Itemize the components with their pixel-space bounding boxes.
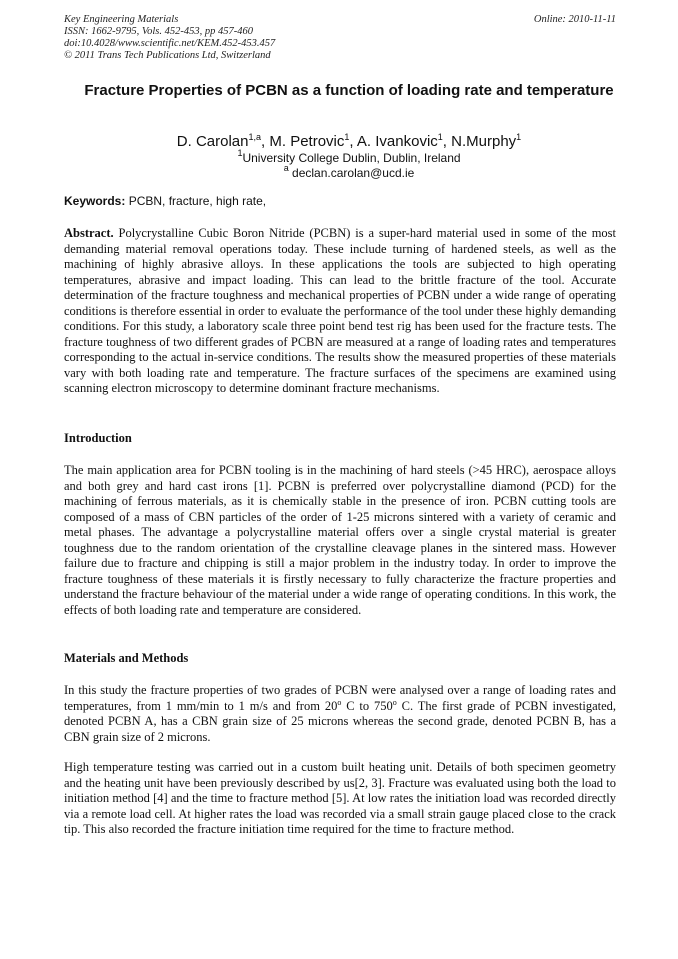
online-date: Online: 2010-11-11 bbox=[533, 14, 616, 25]
paper-title: Fracture Properties of PCBN as a function of loading rate and temperature bbox=[84, 82, 614, 99]
issn-line: ISSN: 1662-9795, Vols. 452-453, pp 457-460 bbox=[64, 26, 253, 37]
author-affil-mark: 1 bbox=[516, 132, 522, 142]
introduction-paragraph: The main application area for PCBN tooling is in the machining of hard steels (>45 HRC), aerospace alloys and both grey and hard cast irons [1]. PCBN is preferred over polycrystalline diamond (PCD) for the machining of ferrous materials, as it is chemically stable in the presence of iron. PCBN cutting tools are composed of a mass of CBN particles of the order of 1-25 microns sintered with a variety of ceramic and metal phases. The advantage a polycrystalline material offers over a single crystal material is greater toughness due to the random orientation of the crystalline cleavage planes in the sintered mass. However failure due to fracture and chipping is still a major problem in the industry today. In order to improve the fracture toughness of these materials it is firstly necessary to fully characterize the fracture properties and understand the fracture behaviour of the material under a wide range of operating conditions. In this work, the effects of both loading rate and temperature are considered. bbox=[64, 463, 616, 617]
keywords-text: PCBN, fracture, high rate, bbox=[128, 194, 267, 208]
abstract-label: Abstract. bbox=[64, 226, 114, 240]
affiliation: $^1$University College Dublin, Dublin, Ireland bbox=[237, 148, 461, 165]
methods-paragraph-2: High temperature testing was carried out in a custom built heating unit. Details of both specimen geometry and the heating unit have been previously described by us[2, 3]. Fracture was evaluated using both the load to initiation method [4] and the time to fracture method [5]. At low rates the initiation load was recorded directly via a remote load cell. At higher rates the load was recorded via a small strain gauge placed close to the crack tip. This also recorded the fracture initiation time required for the time to fracture method. bbox=[64, 760, 616, 836]
methods-paragraph-1: In this study the fracture properties of two grades of PCBN were analysed over a range of loading rates and temperatures, from 1 mm/min to 1 m/s and from 20$^o$ C to 750$^o$ C. The first grade of PCBN investigated, denoted PCBN A, has a CBN grain size of 25 microns whereas the second grade, denoted PCBN B, has a CBN grain size of 2 microns. bbox=[64, 683, 617, 744]
section-heading-introduction: Introduction bbox=[64, 431, 132, 445]
author-affil-mark: 1 bbox=[437, 132, 443, 142]
author-name: D. Carolan bbox=[176, 133, 249, 150]
section-heading-methods: Materials and Methods bbox=[64, 651, 189, 665]
author-name: M. Petrovic bbox=[269, 133, 345, 150]
author-affil-mark: 1,a bbox=[248, 132, 262, 142]
author-affil-mark: 1 bbox=[344, 132, 350, 142]
journal-name: Key Engineering Materials bbox=[64, 14, 179, 25]
author-name: A. Ivankovic bbox=[356, 133, 438, 150]
author-list: D. Carolan$^{1,a}$, M. Petrovic$^1$, A. Ivankovic$^1$, N.Murphy$^1$ bbox=[176, 132, 522, 150]
author-email: $^a$ declan.carolan@ucd.ie bbox=[283, 163, 415, 180]
copyright-line: © 2011 Trans Tech Publications Ltd, Switzerland bbox=[64, 50, 271, 61]
abstract-text: Polycrystalline Cubic Boron Nitride (PCBN) is a super-hard material used in some of the most demanding material removal operations today. These include turning of hardened steels, as well as the machining of highly abrasive alloys. In these applications the tools are subjected to high operating temperatures, abrasive and impact loading. This can lead to the brittle fracture of the tool. Accurate determination of the fracture toughness and mechanical properties of PCBN under a wide range of operating conditions is therefore essential in order to evaluate the performance of the tool under these highly demanding conditions. For this study, a laboratory scale three point bend test rig has been used for the fracture tests. The fracture toughness of two different grades of PCBN are measured at a range of loading rates and temperatures corresponding to the actual in-service conditions. The results show the measured properties of these materials vary with both loading rate and temperature. The fracture surfaces of the specimens are examined using scanning electron microscopy to determine dominant fracture mechanisms. bbox=[64, 226, 617, 395]
abstract bbox=[64, 226, 616, 397]
keywords-label: Keywords: bbox=[64, 194, 126, 208]
author-name: N.Murphy bbox=[451, 133, 517, 150]
email-address[interactable]: declan.carolan@ucd.ie bbox=[292, 166, 415, 180]
keywords bbox=[64, 194, 616, 209]
doi-line[interactable]: doi:10.4028/www.scientific.net/KEM.452-453.457 bbox=[64, 38, 276, 49]
